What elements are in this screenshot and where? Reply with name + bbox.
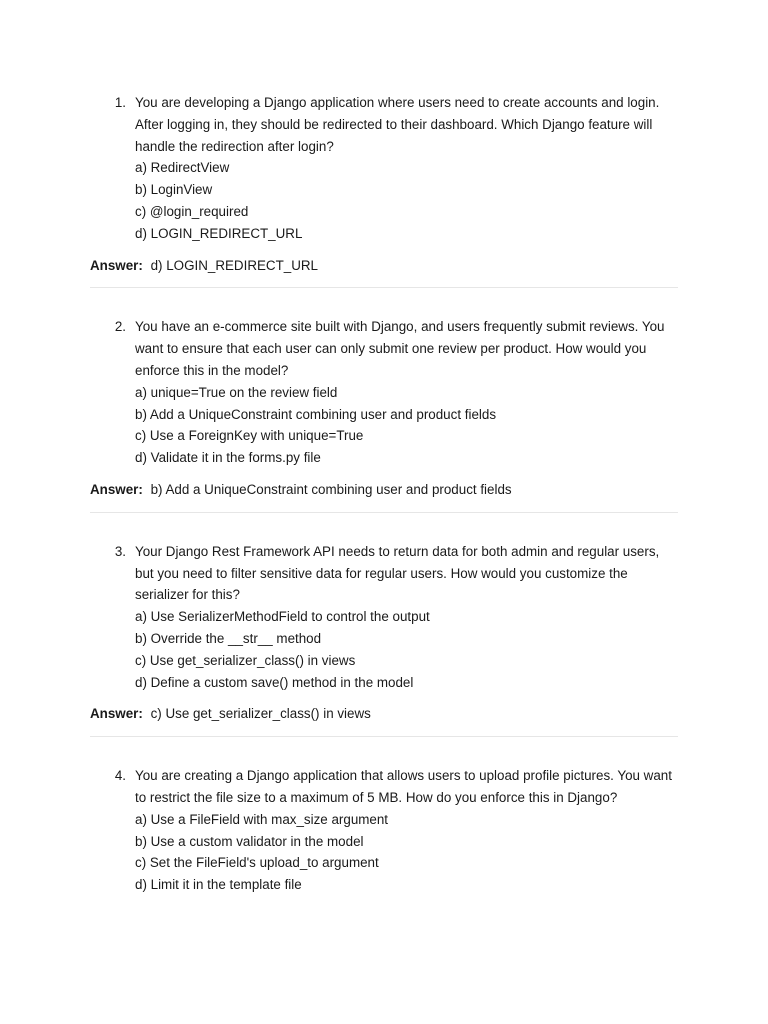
option-c: c) Use get_serializer_class() in views (135, 652, 356, 668)
answer-line (90, 479, 678, 501)
answer-text: c) Use get_serializer_class() in views (150, 706, 371, 722)
answer-label: Answer: (90, 706, 143, 722)
question-row (90, 92, 678, 245)
option-c: c) Set the FileField's upload_to argument (135, 855, 379, 871)
option-list (135, 157, 678, 244)
option-list (135, 606, 678, 693)
option-d: d) Limit it in the template file (135, 877, 302, 893)
section-divider (90, 512, 678, 513)
option-a: a) unique=True on the review field (135, 384, 338, 400)
question-row (90, 765, 678, 896)
question-number: 2. (114, 319, 126, 335)
question-body (135, 92, 678, 245)
answer-text: d) LOGIN_REDIRECT_URL (150, 257, 319, 273)
option-a: a) Use a FileField with max_size argument (135, 811, 389, 827)
option-a: a) Use SerializerMethodField to control the output (135, 609, 430, 625)
answer-label: Answer: (90, 481, 143, 497)
question-list (90, 92, 678, 896)
option-c: c) @login_required (135, 203, 249, 219)
answer-line (90, 255, 678, 277)
section-divider (90, 736, 678, 737)
option-b: b) Use a custom validator in the model (135, 833, 364, 849)
question-text: You have an e-commerce site built with Django, and users frequently submit reviews. You want to ensure that each user can only submit one review per product. How would you enforce this in the model? (135, 319, 665, 378)
question-body (135, 316, 678, 469)
question-number: 3. (114, 543, 126, 559)
option-b: b) Add a UniqueConstraint combining user and product fields (135, 406, 497, 422)
question-text: You are creating a Django application that allows users to upload profile pictures. You want to restrict the file size to a maximum of 5 MB. How do you enforce this in Django? (135, 768, 672, 805)
answer-label: Answer: (90, 257, 143, 273)
option-d: d) LOGIN_REDIRECT_URL (135, 225, 303, 241)
section-divider (90, 287, 678, 288)
question-body (135, 765, 678, 896)
option-d: d) Validate it in the forms.py file (135, 450, 321, 466)
option-c: c) Use a ForeignKey with unique=True (135, 428, 364, 444)
question-text: You are developing a Django application where users need to create accounts and login. After logging in, they should be redirected to their dashboard. Which Django feature will handle the redirection after login? (135, 95, 660, 154)
question-text: Your Django Rest Framework API needs to return data for both admin and regular users, but you need to filter sensitive data for regular users. How would you customize the serializer for this? (135, 543, 660, 603)
question-2 (90, 316, 678, 512)
answer-text: b) Add a UniqueConstraint combining user and product fields (150, 481, 512, 497)
question-row (90, 541, 678, 694)
answer-line (90, 703, 678, 725)
option-b: b) Override the __str__ method (135, 630, 322, 646)
question-body (135, 541, 678, 694)
option-a: a) RedirectView (135, 160, 230, 176)
option-d: d) Define a custom save() method in the model (135, 674, 414, 690)
question-1 (90, 92, 678, 288)
question-3 (90, 541, 678, 737)
option-b: b) LoginView (135, 182, 213, 198)
option-list (135, 809, 678, 896)
option-list (135, 382, 678, 469)
question-number: 4. (114, 768, 126, 784)
question-row (90, 316, 678, 469)
question-number: 1. (114, 95, 126, 110)
question-4 (90, 765, 678, 896)
